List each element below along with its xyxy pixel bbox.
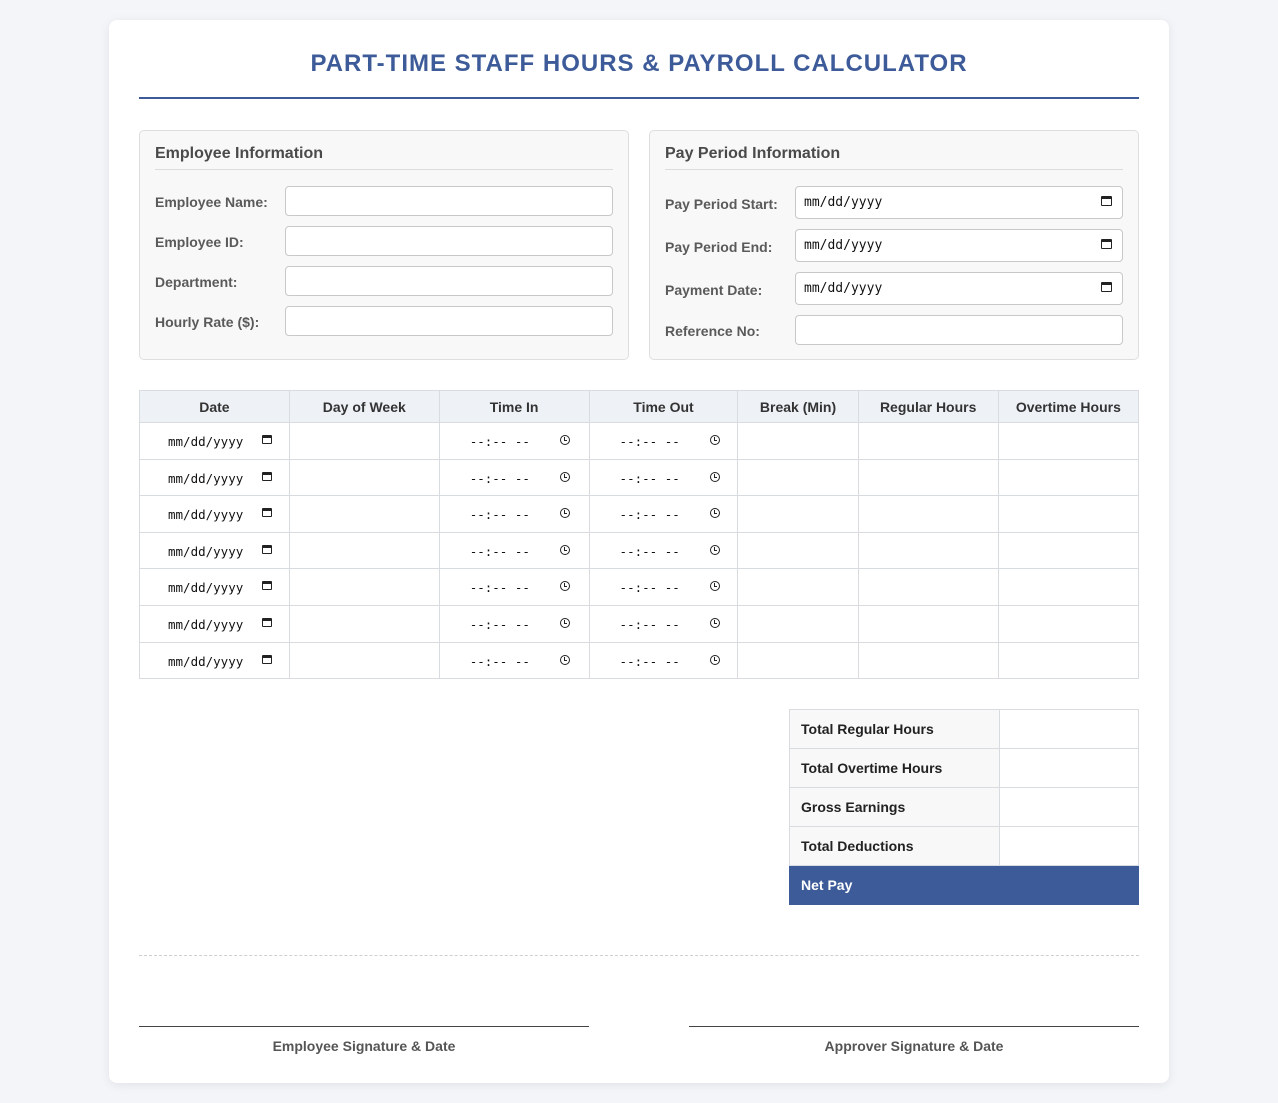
date-input[interactable] [140, 532, 290, 569]
date-input[interactable] [140, 423, 290, 460]
time-placeholder: --:-- -- [619, 653, 680, 669]
clock-icon[interactable] [710, 545, 720, 555]
total-deductions-row [790, 827, 1139, 866]
net-pay-row [790, 866, 1139, 905]
regular-hours-input[interactable] [858, 569, 998, 606]
employee-info-heading: Employee Information [155, 145, 613, 170]
regular-hours-input[interactable] [858, 605, 998, 642]
break-input[interactable] [738, 459, 858, 496]
time-out-input[interactable] [589, 532, 738, 569]
clock-icon[interactable] [710, 655, 720, 665]
date-placeholder: mm/dd/yyyy [168, 543, 244, 559]
regular-hours-input[interactable] [858, 642, 998, 679]
clock-icon[interactable] [560, 581, 570, 591]
clock-icon[interactable] [710, 435, 720, 445]
table-row [140, 496, 1139, 533]
employee-id-input[interactable] [285, 226, 613, 256]
employee-signature-label: Employee Signature & Date [272, 1038, 456, 1054]
date-placeholder: mm/dd/yyyy [168, 507, 244, 523]
clock-icon[interactable] [710, 618, 720, 628]
section-divider [139, 955, 1139, 956]
col-date: Date [140, 391, 290, 423]
net-pay-value[interactable] [1000, 866, 1139, 905]
hours-table [139, 390, 1139, 679]
day-of-week-input[interactable] [289, 496, 439, 533]
net-pay-label: Net Pay [790, 866, 1000, 905]
col-day-of-week: Day of Week [289, 391, 439, 423]
time-in-input[interactable] [439, 642, 589, 679]
clock-icon[interactable] [560, 508, 570, 518]
time-placeholder: --:-- -- [469, 434, 530, 449]
clock-icon[interactable] [710, 508, 720, 518]
day-of-week-input[interactable] [289, 569, 439, 606]
time-placeholder: --:-- -- [469, 543, 530, 559]
regular-hours-input[interactable] [858, 496, 998, 533]
break-input[interactable] [738, 569, 858, 606]
department-label: Department: [155, 274, 238, 290]
overtime-hours-input[interactable] [998, 459, 1138, 496]
calendar-icon[interactable] [262, 618, 272, 627]
payment-date-input[interactable] [795, 272, 1123, 305]
date-placeholder: mm/dd/yyyy [168, 470, 244, 486]
date-input[interactable] [140, 642, 290, 679]
total-regular-hours-label: Total Regular Hours [790, 710, 1000, 749]
calendar-icon[interactable] [262, 545, 272, 554]
payroll-card [109, 20, 1169, 1083]
total-deductions-label: Total Deductions [790, 827, 1000, 866]
break-input[interactable] [738, 642, 858, 679]
total-overtime-hours-label: Total Overtime Hours [790, 749, 1000, 788]
time-placeholder: --:-- -- [469, 580, 530, 596]
time-in-input[interactable] [439, 605, 589, 642]
time-placeholder: --:-- -- [619, 434, 680, 449]
pay-period-end-placeholder: mm/dd/yyyy [804, 238, 883, 253]
clock-icon[interactable] [710, 581, 720, 591]
date-placeholder: mm/dd/yyyy [168, 434, 244, 449]
gross-earnings-value[interactable] [1000, 788, 1139, 827]
regular-hours-input[interactable] [858, 423, 998, 460]
time-out-input[interactable] [589, 459, 738, 496]
reference-no-row [665, 315, 1123, 345]
col-time-out: Time Out [589, 391, 738, 423]
pay-period-start-placeholder: mm/dd/yyyy [804, 195, 883, 210]
time-placeholder: --:-- -- [619, 470, 680, 486]
date-input[interactable] [140, 605, 290, 642]
time-placeholder: --:-- -- [469, 653, 530, 669]
totals-table [789, 709, 1139, 905]
col-regular-hours: Regular Hours [858, 391, 998, 423]
date-placeholder: mm/dd/yyyy [168, 616, 244, 632]
calendar-icon[interactable] [262, 435, 272, 444]
col-time-in: Time In [439, 391, 589, 423]
calendar-icon[interactable] [1101, 282, 1112, 292]
time-in-input[interactable] [439, 569, 589, 606]
employee-info-panel [139, 130, 629, 360]
pay-period-end-label: Pay Period End: [665, 239, 773, 255]
col-break: Break (Min) [738, 391, 858, 423]
employee-name-input[interactable] [285, 186, 613, 216]
date-placeholder: mm/dd/yyyy [168, 580, 244, 596]
time-out-input[interactable] [589, 569, 738, 606]
time-placeholder: --:-- -- [469, 507, 530, 523]
total-overtime-hours-row [790, 749, 1139, 788]
day-of-week-input[interactable] [289, 605, 439, 642]
time-in-input[interactable] [439, 459, 589, 496]
date-input[interactable] [140, 459, 290, 496]
calendar-icon[interactable] [1101, 196, 1112, 206]
day-of-week-input[interactable] [289, 459, 439, 496]
day-of-week-input[interactable] [289, 532, 439, 569]
date-input[interactable] [140, 496, 290, 533]
time-out-input[interactable] [589, 496, 738, 533]
time-placeholder: --:-- -- [619, 580, 680, 596]
title-divider [139, 97, 1139, 99]
day-of-week-input[interactable] [289, 423, 439, 460]
time-placeholder: --:-- -- [469, 470, 530, 486]
hourly-rate-row [155, 306, 613, 336]
total-regular-hours-row [790, 710, 1139, 749]
time-in-input[interactable] [439, 496, 589, 533]
hourly-rate-label: Hourly Rate ($): [155, 314, 260, 330]
time-placeholder: --:-- -- [619, 543, 680, 559]
employee-signature-line[interactable] [139, 1026, 589, 1054]
break-input[interactable] [738, 532, 858, 569]
overtime-hours-input[interactable] [998, 642, 1138, 679]
calendar-icon[interactable] [262, 472, 272, 481]
hourly-rate-input[interactable] [285, 306, 613, 336]
date-input[interactable] [140, 569, 290, 606]
employee-id-label: Employee ID: [155, 234, 244, 250]
date-placeholder: mm/dd/yyyy [168, 653, 244, 669]
calendar-icon[interactable] [262, 655, 272, 664]
total-deductions-value[interactable] [1000, 827, 1139, 866]
calendar-icon[interactable] [262, 508, 272, 517]
clock-icon[interactable] [560, 435, 570, 445]
department-input[interactable] [285, 266, 613, 296]
overtime-hours-input[interactable] [998, 496, 1138, 533]
payment-date-placeholder: mm/dd/yyyy [804, 281, 883, 296]
table-row [140, 605, 1139, 642]
clock-icon[interactable] [560, 618, 570, 628]
table-row [140, 532, 1139, 569]
employee-id-row [155, 226, 613, 256]
reference-no-label: Reference No: [665, 323, 760, 339]
regular-hours-input[interactable] [858, 459, 998, 496]
clock-icon[interactable] [560, 472, 570, 482]
total-regular-hours-value[interactable] [1000, 710, 1139, 749]
page-title: PART-TIME STAFF HOURS & PAYROLL CALCULATOR [310, 50, 968, 77]
table-row [140, 459, 1139, 496]
overtime-hours-input[interactable] [998, 423, 1138, 460]
table-row [140, 569, 1139, 606]
pay-period-end-input[interactable] [795, 229, 1123, 262]
time-in-input[interactable] [439, 423, 589, 460]
payment-date-row [665, 272, 1123, 305]
regular-hours-input[interactable] [858, 532, 998, 569]
pay-period-start-row [665, 186, 1123, 219]
approver-signature-line[interactable] [689, 1026, 1139, 1054]
table-row [140, 423, 1139, 460]
reference-no-input[interactable] [795, 315, 1123, 345]
total-overtime-hours-value[interactable] [1000, 749, 1139, 788]
break-input[interactable] [738, 605, 858, 642]
employee-name-label: Employee Name: [155, 194, 268, 210]
clock-icon[interactable] [560, 655, 570, 665]
time-out-input[interactable] [589, 423, 738, 460]
table-row [140, 642, 1139, 679]
break-input[interactable] [738, 423, 858, 460]
overtime-hours-input[interactable] [998, 532, 1138, 569]
time-placeholder: --:-- -- [619, 507, 680, 523]
hours-table-header [140, 391, 1139, 423]
time-placeholder: --:-- -- [619, 616, 680, 632]
clock-icon[interactable] [560, 545, 570, 555]
clock-icon[interactable] [710, 472, 720, 482]
gross-earnings-row [790, 788, 1139, 827]
hours-table-body [140, 423, 1139, 679]
time-out-input[interactable] [589, 642, 738, 679]
col-overtime-hours: Overtime Hours [998, 391, 1138, 423]
time-out-input[interactable] [589, 605, 738, 642]
overtime-hours-input[interactable] [998, 605, 1138, 642]
pay-period-panel [649, 130, 1139, 360]
day-of-week-input[interactable] [289, 642, 439, 679]
employee-name-row [155, 186, 613, 216]
pay-period-heading: Pay Period Information [665, 145, 1123, 170]
time-in-input[interactable] [439, 532, 589, 569]
department-row [155, 266, 613, 296]
calendar-icon[interactable] [1101, 239, 1112, 249]
calendar-icon[interactable] [262, 581, 272, 590]
pay-period-start-label: Pay Period Start: [665, 196, 778, 212]
break-input[interactable] [738, 496, 858, 533]
pay-period-start-input[interactable] [795, 186, 1123, 219]
time-placeholder: --:-- -- [469, 616, 530, 632]
gross-earnings-label: Gross Earnings [790, 788, 1000, 827]
pay-period-end-row [665, 229, 1123, 262]
payment-date-label: Payment Date: [665, 282, 763, 298]
overtime-hours-input[interactable] [998, 569, 1138, 606]
approver-signature-label: Approver Signature & Date [824, 1038, 1004, 1054]
